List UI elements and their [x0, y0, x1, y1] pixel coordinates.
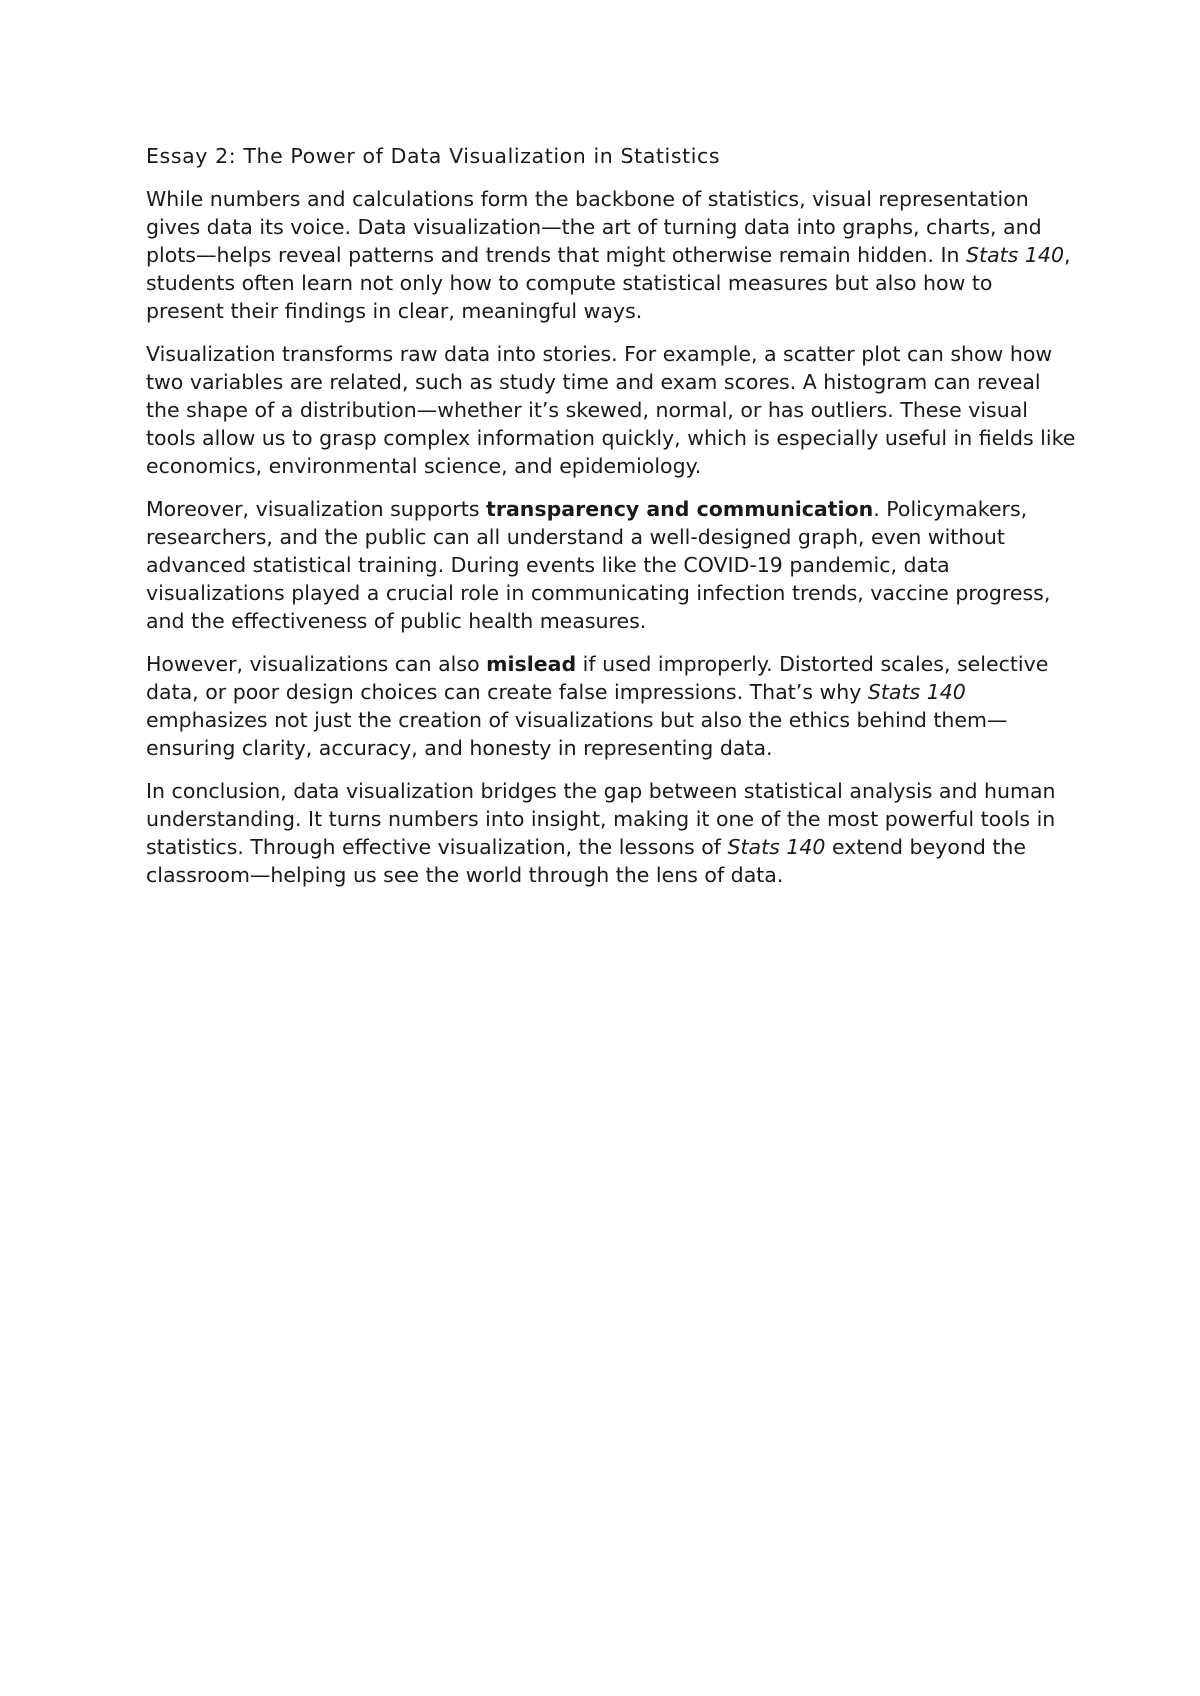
course-name-emphasis: Stats 140 [966, 243, 1064, 267]
paragraph-3 [146, 495, 1076, 635]
essay-title: Essay 2: The Power of Data Visualization in Statistics [146, 144, 721, 168]
paragraph-5 [146, 777, 1076, 889]
paragraph-2: Visualization transforms raw data into stories. For example, a scatter plot can show how two variables are related, such as study time and exam scores. A histogram can reveal the shape of a distribution—whether it’s skewed, normal, or has outliers. These visual tools allow us to grasp complex information quickly, which is especially useful in fields like economics, environmental science, and epidemiology. [146, 342, 1076, 478]
paragraph-1-text-b: , students often learn not only how to compute statistical measures but also how to present their findings in clear, meaningful ways. [146, 243, 1071, 323]
paragraph-3-text-b: . Policymakers, researchers, and the public can all understand a well-designed graph, even without advanced statistical training. During events like the COVID-19 pandemic, data visualizations played a crucial role in communicating infection trends, vaccine progress, and the effectiveness of public health measures. [146, 497, 1051, 633]
transparency-bold: transparency and communication [486, 497, 874, 521]
paragraph-5-text-b: extend beyond the classroom—helping us see the world through the lens of data. [146, 835, 1027, 887]
paragraph-4-text-a: However, visualizations can also [146, 652, 487, 676]
paragraph-3-text-a: Moreover, visualization supports [146, 497, 487, 521]
paragraph-4-text-c: emphasizes not just the creation of visualizations but also the ethics behind them—ensuring clarity, accuracy, and honesty in representing data. [146, 708, 1008, 760]
paragraph-4 [146, 650, 1076, 762]
paragraph-1 [146, 185, 1076, 325]
course-name-emphasis: Stats 140 [727, 835, 826, 859]
paragraph-5-text-a: In conclusion, data visualization bridges the gap between statistical analysis and human understanding. It turns numbers into insight, making it one of the most powerful tools in statistics. Through effective visualization, the lessons of [146, 779, 1056, 859]
document-body [146, 142, 1076, 904]
mislead-bold: mislead [486, 652, 577, 676]
paragraph-4-text-b: if used improperly. Distorted scales, selective data, or poor design choices can create false impressions. That’s why [146, 652, 1049, 704]
paragraph-1-text-a: While numbers and calculations form the backbone of statistics, visual representation gives data its voice. Data visualization—the art of turning data into graphs, charts, and plots—helps reveal patterns and trends that might otherwise remain hidden. In [146, 187, 1042, 267]
course-name-emphasis: Stats 140 [867, 680, 966, 704]
